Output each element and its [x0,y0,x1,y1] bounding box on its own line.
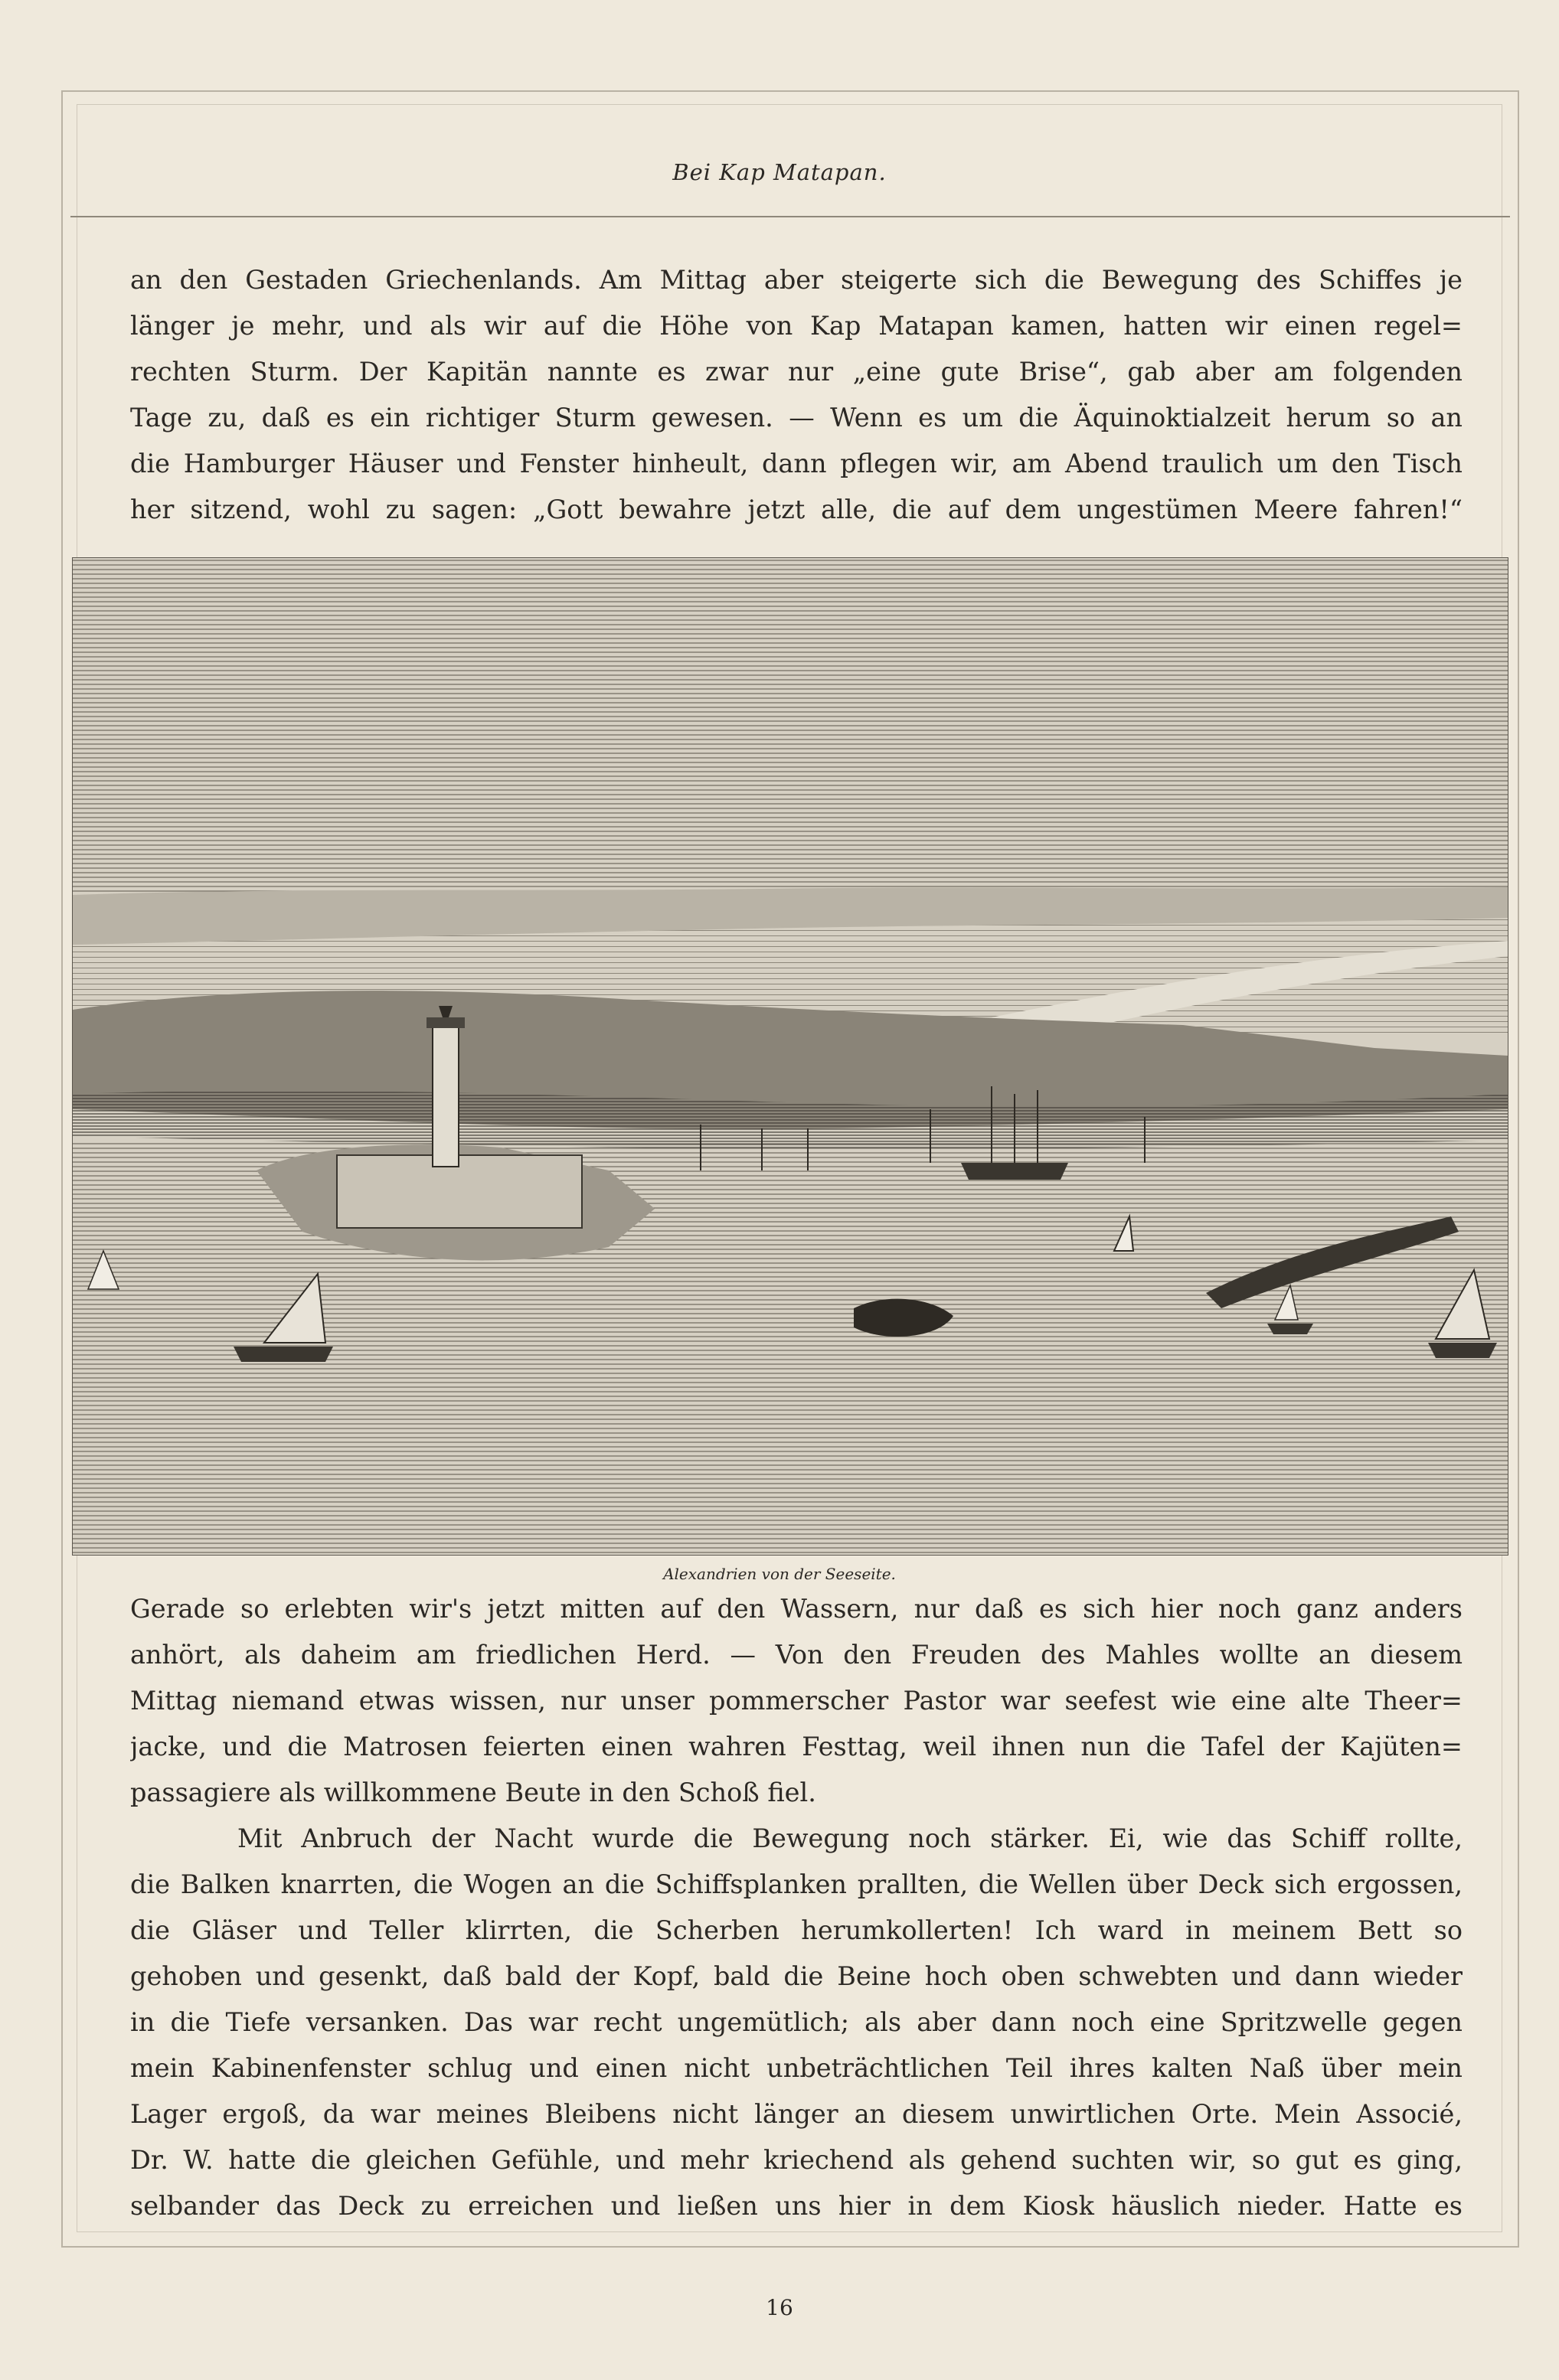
paragraph-2 [130,1586,1463,1816]
text-line: Lager ergoß, da war meines Bleibens nicht länger an diesem unwirtlichen Orte. Mein Associé, [130,2099,1463,2129]
text-line: passagiere als willkommene Beute in den Schoß fiel. [130,1778,816,1807]
text-line: rechten Sturm. Der Kapitän nannte es zwar nur „eine gute Brise“, gab aber am folgenden [130,357,1463,387]
illustration-caption: Alexandrien von der Seeseite. [663,1565,896,1583]
text-line: anhört, als daheim am friedlichen Herd. — Von den Freuden des Mahles wollte an diesem [130,1640,1463,1670]
text-line: die Balken knarrten, die Wogen an die Schiffsplanken prallten, die Wellen über Deck sich ergossen, [130,1869,1463,1899]
text-line: Gerade so erlebten wir's jetzt mitten auf den Wassern, nur daß es sich hier noch ganz anders [130,1594,1463,1624]
text-line: Tage zu, daß es ein richtiger Sturm gewesen. — Wenn es um die Äquinoktialzeit herum so an [130,403,1463,433]
text-line: länger je mehr, und als wir auf die Höhe von Kap Matapan kamen, hatten wir einen regel= [130,311,1463,341]
running-head: Bei Kap Matapan. [672,159,887,185]
header-rule [70,216,1510,217]
text-line: selbander das Deck zu erreichen und ließen uns hier in dem Kiosk häuslich nieder. Hatte es [130,2191,1463,2221]
text-line: Mittag niemand etwas wissen, nur unser pommerscher Pastor war seefest wie eine alte Theer= [130,1686,1463,1716]
text-line: gehoben und gesenkt, daß bald der Kopf, bald die Beine hoch oben schwebten und dann wieder [130,1961,1463,1991]
text-line: jacke, und die Matrosen feierten einen wahren Festtag, weil ihnen nun die Tafel der Kajüten= [130,1732,1463,1761]
text-line: die Gläser und Teller klirrten, die Scherben herumkollerten! Ich ward in meinem Bett so [130,1915,1463,1945]
text-line: in die Tiefe versanken. Das war recht ungemütlich; als aber dann noch eine Spritzwelle gegen [130,2007,1463,2037]
text-line: her sitzend, wohl zu sagen: „Gott bewahre jetzt alle, die auf dem ungestümen Meere fahren!“ [130,495,1463,524]
text-line: Mit Anbruch der Nacht wurde die Bewegung noch stärker. Ei, wie das Schiff rollte, [237,1823,1463,1853]
text-line: Dr. W. hatte die gleichen Gefühle, und mehr kriechend als gehend suchten wir, so gut es ging, [130,2145,1463,2175]
text-line: die Hamburger Häuser und Fenster hinheult, dann pflegen wir, am Abend traulich um den Tisch [130,449,1463,478]
paragraph-1 [130,257,1463,533]
text-line: an den Gestaden Griechenlands. Am Mittag aber steigerte sich die Bewegung des Schiffes je [130,265,1463,295]
engraving-drawing [73,558,1508,1555]
page-number: 16 [766,2295,793,2320]
engraving-alexandria-harbor [72,557,1508,1556]
paragraph-3 [130,1816,1463,2229]
text-line: mein Kabinenfenster schlug und einen nicht unbeträchtlichen Teil ihres kalten Naß über mein [130,2053,1463,2083]
